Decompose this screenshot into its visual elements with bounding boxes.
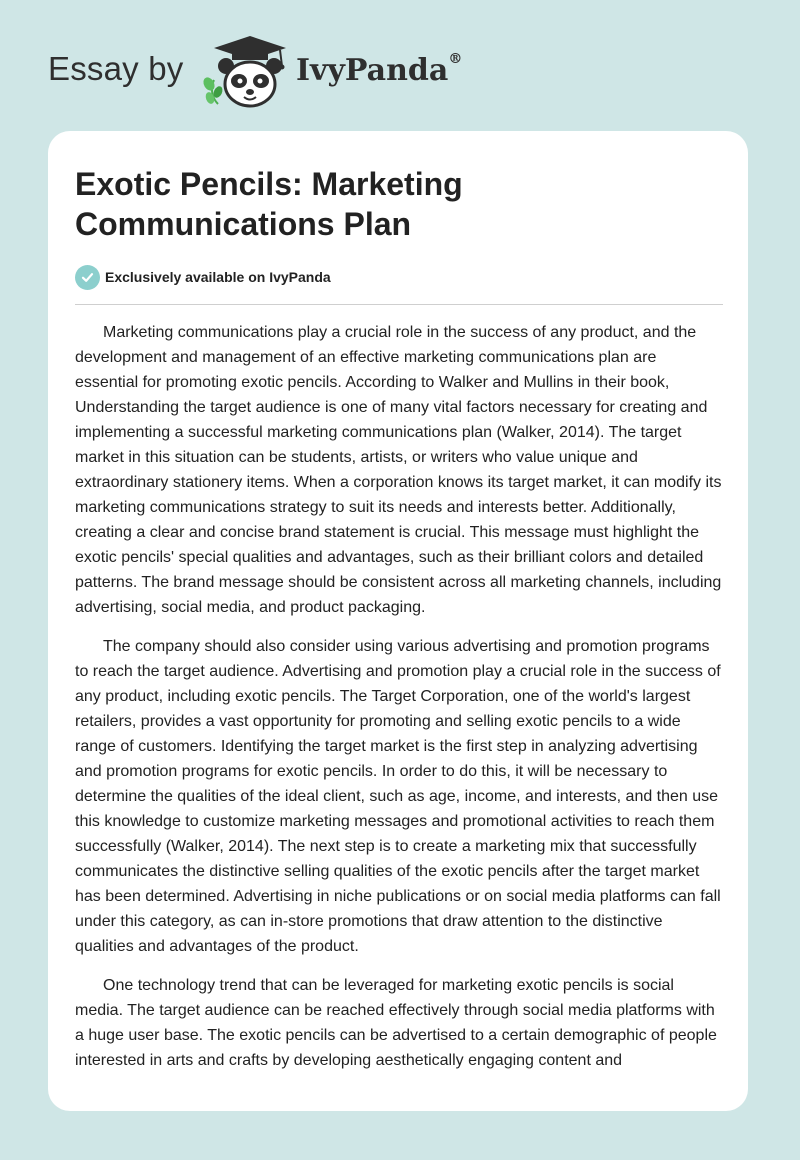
page-title: Exotic Pencils: Marketing Communications Plan	[75, 166, 463, 242]
divider	[75, 304, 723, 305]
check-circle-icon	[75, 265, 100, 290]
brand-prefix: Essay by	[48, 50, 184, 87]
article-card	[48, 131, 748, 1111]
exclusive-badge-text: Exclusively available on IvyPanda	[105, 269, 331, 285]
brand-name[interactable]	[296, 53, 462, 88]
paragraph: The company should also consider using various advertising and promotion programs to reach the target audience. Advertising and promotion play a crucial role in the success of any product, including exotic pencils. The Target Corporation, one of the world's largest retailers, provides a vast opportunity for promoting and selling exotic pencils to a wide range of customers. Identifying the target market is the first step in analyzing advertising and promotion programs for exotic pencils. In order to do this, it will be necessary to determine the qualities of the ideal client, such as age, income, and interests, and then use this knowledge to customize marketing messages and promotional activities to reach them successfully (Walker, 2014). The next step is to create a marketing mix that successfully communicates the distinctive selling qualities of the exotic pencils after the target market has been determined. Advertising in niche publications or on social media platforms can fall under this category, as can in-store promotions that draw attention to the distinctive qualities and advantages of the product.	[75, 638, 721, 955]
panda-graduate-logo-icon[interactable]	[200, 32, 292, 112]
brand-name-text: IvyPanda	[296, 53, 449, 88]
exclusive-badge	[75, 264, 331, 290]
paragraph: Marketing communications play a crucial role in the success of any product, and the development and management of an effective marketing communications plan are essential for promoting exotic pencils. According to Walker and Mullins in their book, Understanding the target audience is one of many vital factors necessary for creating and implementing a successful marketing communications plan (Walker, 2014). The target market in this situation can be students, artists, or writers who value unique and extraordinary stationery items. When a corporation knows its target market, it can modify its marketing communications strategy to suit its needs and interests better. Additionally, creating a clear and concise brand statement is crucial. This message must highlight the exotic pencils' special qualities and advantages, such as their brilliant colors and detailed patterns. The brand message should be consistent across all marketing channels, including advertising, social media, and product packaging.	[75, 324, 722, 616]
site-header	[0, 0, 800, 130]
registered-mark: ®	[448, 51, 463, 67]
paragraph: One technology trend that can be leveraged for marketing exotic pencils is social media. The target audience can be reached effectively through social media platforms with a huge user base. The exotic pencils can be advertised to a certain demographic of people interested in arts and crafts by developing aesthetically engaging content and	[75, 977, 717, 1069]
article-body	[75, 320, 723, 1087]
